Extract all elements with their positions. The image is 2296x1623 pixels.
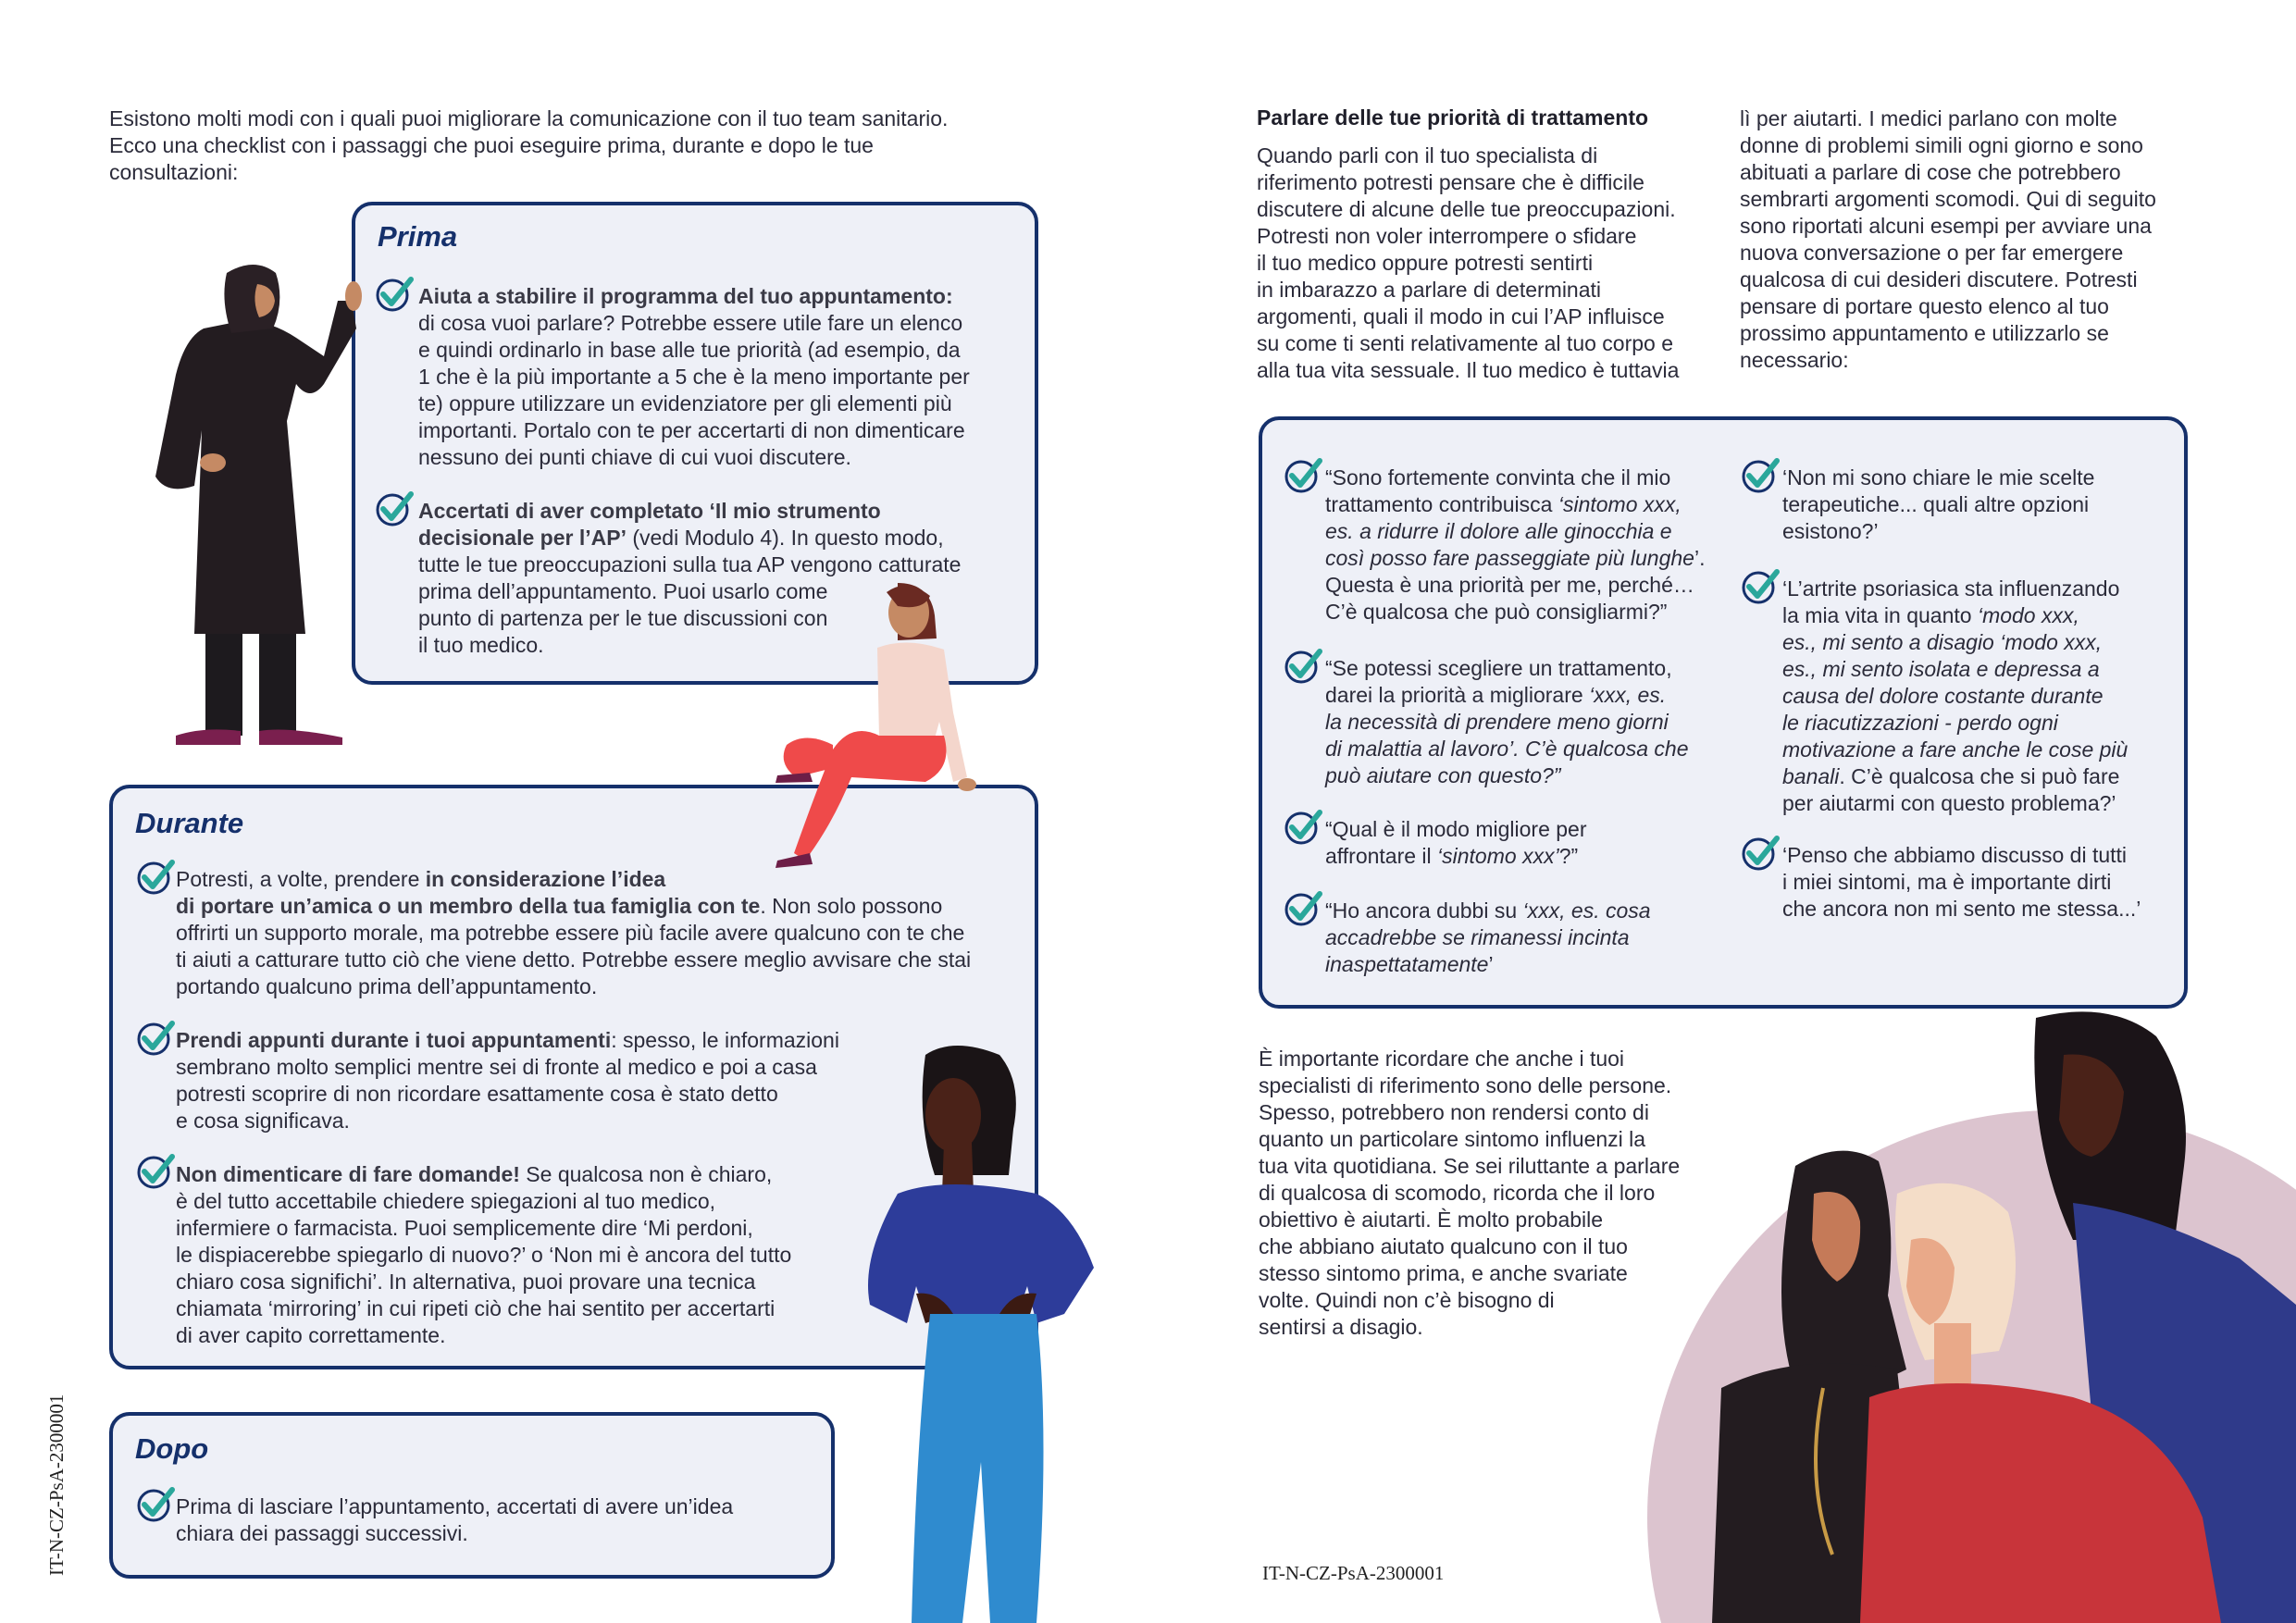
prima-item-1: Aiuta a stabilire il programma del tuo appuntamento: di cosa vuoi parlare? Potrebbe essere utile fare un elenco e quindi ordinarlo in base alle tue priorità (ad esempio, da 1 che è la più importante a 5 che è la meno importante per te) oppure utilizzare un evidenziatore per gli elementi più importanti. Portalo con te per accertarti di non dimenticare nessuno dei punti chiave di cui vuoi discutere. [418, 284, 970, 469]
quote-left-4: “Ho ancora dubbi su ‘xxx, es. cosa accadrebbe se rimanessi incinta inaspettatamente’ [1325, 898, 1651, 976]
standing-woman-illustration [851, 1046, 1120, 1623]
check-icon [1283, 807, 1323, 848]
document-code: IT-N-CZ-PsA-2300001 [1262, 1562, 1445, 1584]
durante-item-2: Prendi appunti durante i tuoi appuntamenti: spesso, le informazioni sembrano molto semplici mentre sei di fronte al medico e poi a casa potresti scoprire di non ricordare esattamente cosa è stato detto e cosa significava. [176, 1028, 839, 1133]
document-code-vertical: IT-N-CZ-PsA-2300001 [45, 1394, 68, 1576]
check-icon [135, 857, 176, 898]
check-icon [1740, 566, 1781, 607]
durante-item-3: Non dimenticare di fare domande! Se qualcosa non è chiaro, è del tutto accettabile chiedere spiegazioni al tuo medico, infermiere o farmacista. Puoi semplicemente dire ‘Mi perdoni, le dispiacerebbe spiegarlo di nuovo?’ o ‘Non mi è ancora del tutto chiaro cosa significhi’. In alternativa, puoi provare una tecnica chiamata ‘mirroring’ in cui ripeti ciò che hai sentito per accertarti di aver capito correttamente. [176, 1162, 792, 1347]
section-heading: Parlare delle tue priorità di trattamento [1257, 105, 1649, 130]
quote-left-3: “Qual è il modo migliore per affrontare il ‘sintomo xxx’?” [1325, 817, 1587, 868]
durante-title: Durante [135, 807, 244, 839]
check-icon [1283, 646, 1323, 687]
check-icon [135, 1018, 176, 1059]
check-icon [135, 1484, 176, 1525]
check-icon [1740, 833, 1781, 873]
check-icon [1283, 888, 1323, 929]
durante-item-1: Potresti, a volte, prendere in considerazione l’idea di portare un’amica o un membro della tua famiglia con te. Non solo possono offrirti un supporto morale, ma potrebbe essere più facile avere qualcuno con te che ti aiuti a catturare tutto ciò che viene detto. Potrebbe essere meglio avvisare che stai portando qualcuno prima dell’appuntamento. [176, 867, 972, 998]
woman-hijab-illustration [148, 264, 379, 759]
check-icon [374, 489, 415, 529]
closing-paragraph: È importante ricordare che anche i tuoi specialisti di riferimento sono delle persone. Spesso, potrebbero non rendersi conto di quanto un particolare sintomo influenzi la tua vita quotidiana. Se sei riluttante a parlare di qualcosa di scomodo, ricorda che il loro obiettivo è aiutarti. È molto probabile che abbiano aiutato qualcuno con il tuo stesso sintomo prima, e anche svariate volte. Quindi non c’è bisogno di sentirsi a disagio. [1259, 1047, 1681, 1339]
check-icon [135, 1151, 176, 1192]
dopo-item: Prima di lasciare l’appuntamento, accertati di avere un’idea chiara dei passaggi successivi. [176, 1494, 734, 1545]
body-column-2: lì per aiutarti. I medici parlano con molte donne di problemi simili ogni giorno e sono abituati a parlare di cose che potrebbero sembrarti argomenti scomodi. Qui di seguito sono riportati alcuni esempi per avviare una nuova conversazione o per far emergere qualcosa di cui desideri discutere. Potresti pensare di portare questo elenco al tuo prossimo appuntamento e utilizzarlo se necessario: [1740, 106, 2156, 372]
dopo-title: Dopo [135, 1432, 209, 1465]
quote-left-2: “Se potessi scegliere un trattamento, darei la priorità a migliorare ‘xxx, es. la necessità di prendere meno giorni di malattia al lavoro’. C’è qualcosa che può aiutare con questo?” [1325, 656, 1689, 787]
sitting-woman-illustration [768, 583, 1027, 884]
quote-right-3: ‘Penso che abbiamo discusso di tutti i miei sintomi, ma è importante dirti che ancora non mi sento me stessa...’ [1782, 843, 2141, 921]
quote-right-2: ‘L’artrite psoriasica sta influenzando la mia vita in quanto ‘modo xxx, es., mi sento a disagio ‘modo xxx, es., mi sento isolata e depressa a causa del dolore costante durante le riacutizzazioni - perdo ogni motivazione a fare anche le cose più banali. C’è qualcosa che si può fare per aiutarmi con questo problema?’ [1782, 576, 2128, 815]
quote-left-1: “Sono fortemente convinta che il mio trattamento contribuisca ‘sintomo xxx, es. a ridurre il dolore alle ginocchia e così posso fare passeggiate più lunghe’. Questa è una priorità per me, perché… C’è qualcosa che può consigliarmi?” [1325, 465, 1706, 624]
check-icon [374, 274, 415, 315]
quote-right-1: ‘Non mi sono chiare le mie scelte terapeutiche... quali altre opzioni esistono?’ [1782, 465, 2095, 543]
body-column-1: Quando parli con il tuo specialista di riferimento potresti pensare che è difficile discutere di alcune delle tue preoccupazioni. Potresti non voler interrompere o sfidare il tuo medico oppure potresti sentirti in imbarazzo a parlare di determinati argomenti, quali il modo in cui l’AP influisce su come ti senti relativamente al tuo corpo e alla tua vita sessuale. Il tuo medico è tuttavia [1257, 143, 1680, 382]
check-icon [1740, 455, 1781, 496]
prima-title: Prima [378, 220, 458, 253]
three-women-illustration [1592, 999, 2296, 1623]
prima-item-2: Accertati di aver completato ‘Il mio strumento decisionale per l’AP’ (vedi Modulo 4). In questo modo, tutte le tue preoccupazioni sulla tua AP vengono catturate prima dell’appuntamento. Puoi usarlo come punto di partenza per le tue discussioni con il tuo medico. [418, 499, 962, 657]
check-icon [1283, 455, 1323, 496]
intro-text: Esistono molti modi con i quali puoi migliorare la comunicazione con il tuo team sanitario. Ecco una checklist con i passaggi che puoi eseguire prima, durante e dopo le tue consultazioni: [109, 106, 949, 184]
